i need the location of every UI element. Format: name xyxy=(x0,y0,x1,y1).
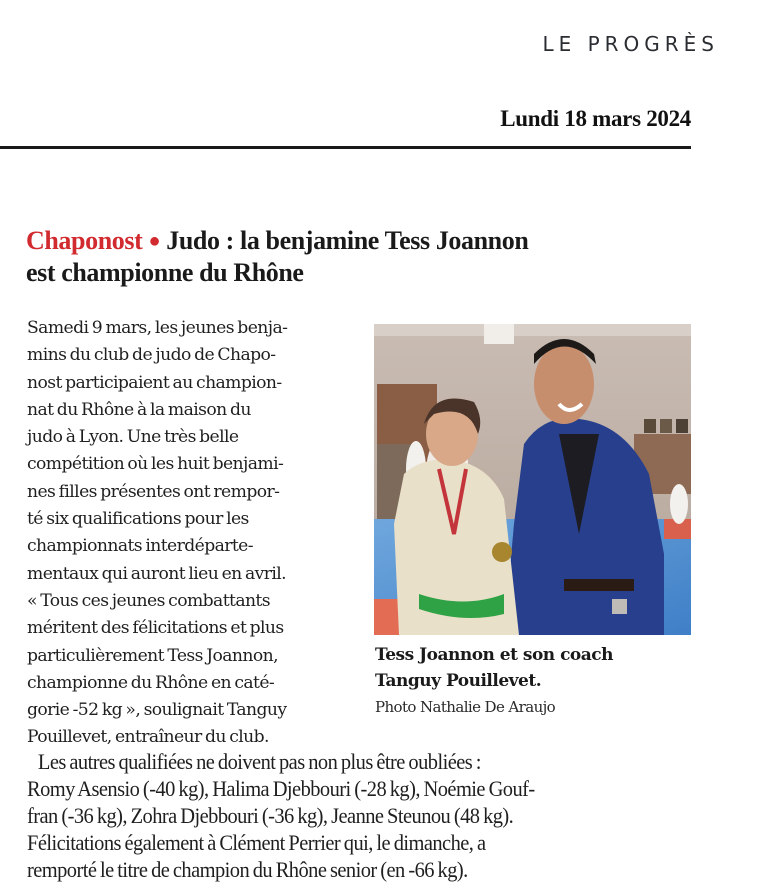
article-photo xyxy=(374,324,691,635)
article-body-column xyxy=(27,315,367,752)
caption-line-2: Tanguy Pouillevet. xyxy=(375,671,542,691)
publication-date: Lundi 18 mars 2024 xyxy=(500,106,691,131)
body-line: Samedi 9 mars, les jeunes benja- xyxy=(27,318,288,338)
headline-kicker: Chaponost xyxy=(26,226,143,255)
body-line: nat du Rhône à la maison du xyxy=(27,399,251,420)
paragraph-line: Romy Asensio (-40 kg), Halima Djebbouri (-28 kg), Noémie Gouf- xyxy=(27,776,535,801)
body-line: té six qualifications pour les xyxy=(27,509,249,530)
body-line: championnats interdéparte- xyxy=(27,536,253,557)
photo-caption xyxy=(375,642,695,694)
headline-text: Judo : la benjamine Tess Joannon xyxy=(166,226,529,255)
bullet-icon: ● xyxy=(148,230,161,252)
body-line: compétition où les huit benjami- xyxy=(27,454,284,475)
newspaper-brand: LE PROGRÈS xyxy=(542,32,719,56)
body-line: mins du club de judo de Chapo- xyxy=(27,345,276,366)
body-line: mentaux qui auront lieu en avril. xyxy=(27,563,287,584)
header-rule xyxy=(0,146,691,149)
judo-photo-illustration xyxy=(374,324,691,635)
body-line: méritent des félicitations et plus xyxy=(27,618,284,639)
photo-credit: Photo Nathalie De Araujo xyxy=(375,698,556,716)
headline-line-2: est championne du Rhône xyxy=(26,258,304,287)
body-line: « Tous ces jeunes combattants xyxy=(27,590,270,611)
paragraph-line: remporté le titre de champion du Rhône senior (en -66 kg). xyxy=(27,857,468,882)
body-line: Pouillevet, entraîneur du club. xyxy=(27,727,269,748)
article-headline xyxy=(26,225,706,289)
body-line: nes filles présentes ont rempor- xyxy=(27,481,280,502)
paragraph-line: fran (-36 kg), Zohra Djebbouri (-36 kg), Jeanne Steunou (48 kg). xyxy=(27,803,514,828)
body-line: judo à Lyon. Une très belle xyxy=(27,427,239,448)
body-line: championne du Rhône en caté- xyxy=(27,672,275,693)
body-line: gorie -52 kg », soulignait Tanguy xyxy=(27,700,287,721)
caption-line-1: Tess Joannon et son coach xyxy=(375,645,614,665)
body-line: particulièrement Tess Joannon, xyxy=(27,645,278,666)
paragraph-line: Les autres qualifiées ne doivent pas non plus être oubliées : xyxy=(27,749,481,774)
body-line: nost participaient au champion- xyxy=(27,372,282,393)
paragraph-line: Félicitations également à Clément Perrier qui, le dimanche, a xyxy=(27,830,486,855)
article-second-paragraph xyxy=(27,748,678,883)
headline-line-1 xyxy=(26,225,706,257)
